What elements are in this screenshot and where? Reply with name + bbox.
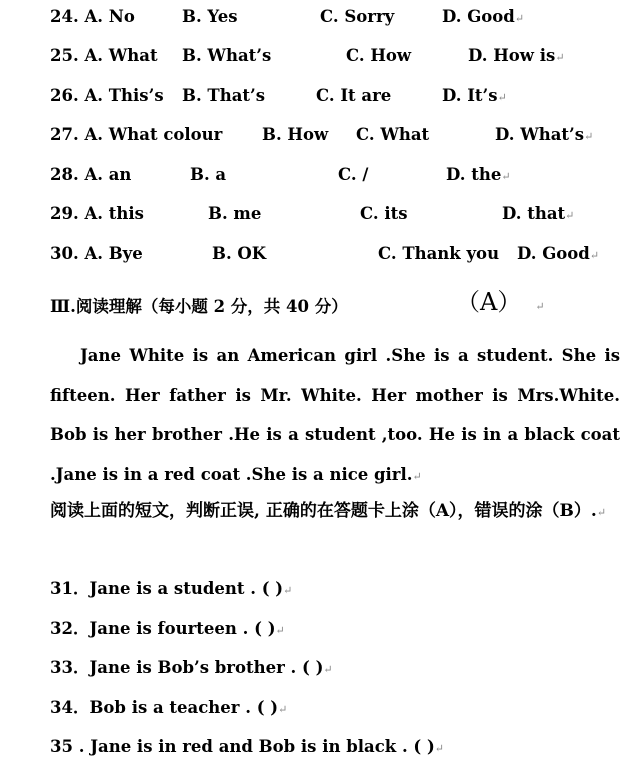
choice-row-30 [0,240,643,268]
option-d: D. Good↵ [442,7,525,26]
choice-row-27 [0,121,643,149]
option-b: B. me [208,204,262,223]
option-c: C. Sorry [320,7,395,26]
question-35: 35 . Jane is in red and Bob is in black . ( )↵ [50,737,445,756]
option-a: 29. A. this [50,204,144,223]
option-a: 28. A. an [50,165,132,184]
option-b: B. What’s [182,46,272,65]
question-32: 32．Jane is fourteen . ( )↵ [50,619,285,638]
option-c: C. What [356,125,430,144]
option-d: D. It’s↵ [442,86,507,105]
option-a: 27. A. What colour [50,125,223,144]
option-c: C. its [360,204,408,223]
section-title: Ⅲ.阅读理解（每小题 2 分，共 40 分） [50,297,348,316]
option-d: D. the↵ [446,165,511,184]
instruction-text: 阅读上面的短文，判断正误, 正确的在答题卡上涂（A），错误的涂（B）.↵ [50,501,607,521]
choice-row-28 [0,161,643,189]
option-b: B. That’s [182,86,266,105]
option-c: C. How [346,46,412,65]
option-d: D. Good↵ [517,244,600,263]
option-a: 26. A. This’s [50,86,164,105]
question-34: 34．Bob is a teacher . ( )↵ [50,698,288,717]
question-31: 31．Jane is a student . ( )↵ [50,579,293,598]
option-d: D. How is↵ [468,46,565,65]
reading-passage: Jane White is an American girl .She is a student. She is fifteen. Her father is Mr. White. Her mother is Mrs.White. Bob is her brother .He is a student ,too. He is in a black coat .Jane is in a red coat .She is a nice girl.↵ [50,346,620,484]
option-a: 25. A. What [50,46,158,65]
option-b: B. OK [212,244,267,263]
choice-row-26 [0,82,643,110]
choice-row-29 [0,200,643,228]
option-d: D. What’s↵ [495,125,594,144]
option-d: D. that↵ [502,204,575,223]
option-c: C. Thank you [378,244,500,263]
option-c: C. It are [316,86,392,105]
section-part: （A） ↵ [456,288,545,316]
option-a: 30. A. Bye [50,244,143,263]
option-b: B. a [190,165,227,184]
option-b: B. How [262,125,329,144]
option-a: 24. A. No [50,7,135,26]
question-33: 33．Jane is Bob’s brother . ( )↵ [50,658,333,677]
choice-row-24 [0,3,643,31]
option-c: C. / [338,165,369,184]
choice-row-25 [0,42,643,70]
option-b: B. Yes [182,7,238,26]
